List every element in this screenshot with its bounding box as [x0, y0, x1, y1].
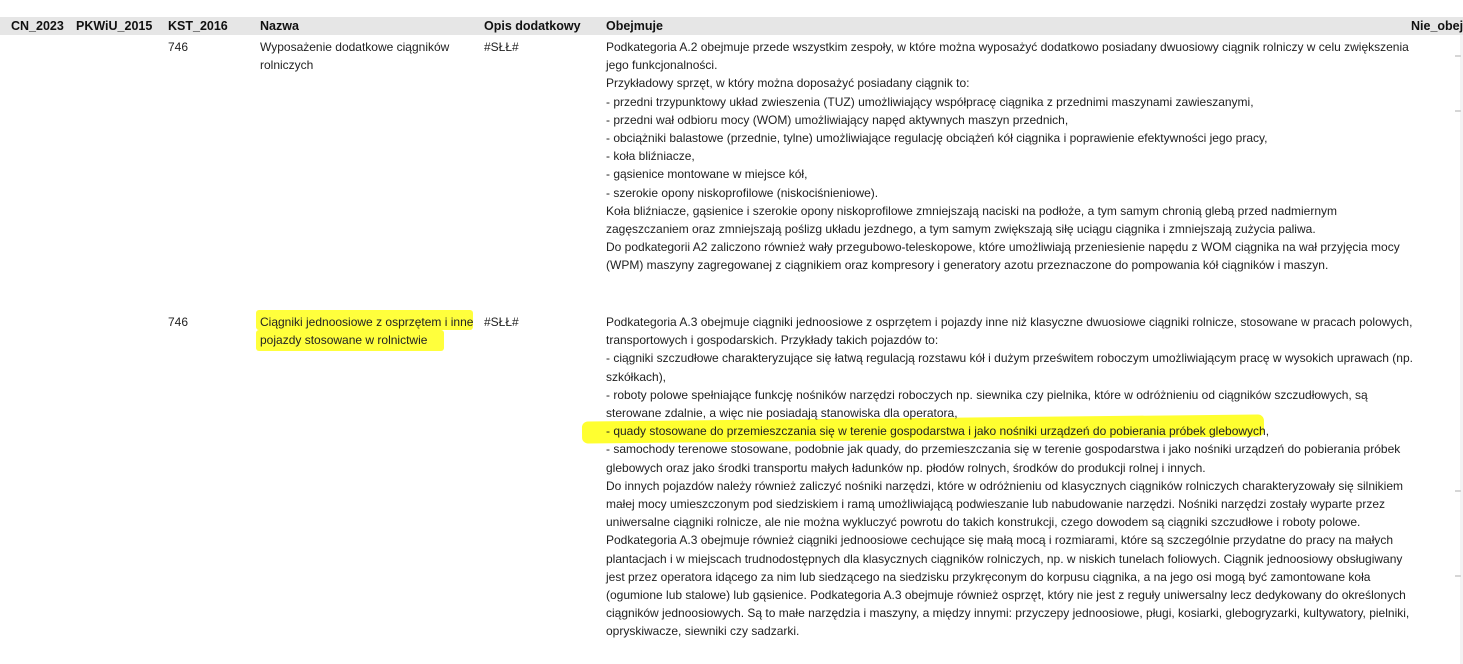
header-kst-2016[interactable]: KST_2016: [168, 19, 228, 33]
obejmuje-line: jest przez operatora idącego za nim lub siedzącego na siedzisku przykręconym do korpusu ciągnika, a na jego osi mogą być zamontowane koła: [606, 569, 1371, 584]
obejmuje-cell[interactable]: [606, 38, 1409, 275]
nazwa-line: Wyposażenie dodatkowe ciągników: [260, 40, 450, 54]
kst-cell[interactable]: 746: [168, 315, 189, 329]
obejmuje-line: Podkategoria A.2 obejmuje przede wszystkim zespoły, w które można wyposażyć dodatkowo posiadany dwuosiowy ciągnik rolniczy w celu zwiększenia: [606, 40, 1409, 54]
obejmuje-line: - roboty polowe spełniające funkcję nośników narzędzi roboczych np. siewnika czy pielnika, które w odróżnieniu od ciągników szczudłowych, są: [606, 387, 1368, 402]
opis-cell[interactable]: #SŁŁ#: [484, 40, 519, 54]
nazwa-line: Ciągniki jednoosiowe z osprzętem i inne: [260, 315, 474, 329]
obejmuje-line: - samochody terenowe stosowane, podobnie jak quady, do przemieszczania się w terenie gospodarstwa i jako nośniki urządzeń do pobierania próbek: [606, 442, 1401, 457]
obejmuje-line: - gąsienice montowane w miejsce kół,: [606, 167, 808, 182]
obejmuje-line: sterowane zdalnie, a więc nie posiadają stanowiska dla operatora,: [606, 406, 958, 421]
obejmuje-line: - przedni trzypunktowy układ zwieszenia (TUZ) umożliwiający współpracę ciągnika z przednimi maszynami zawieszanymi,: [606, 94, 1254, 109]
obejmuje-line: transportowych i gospodarskich. Przykłady takich pojazdów to:: [606, 333, 939, 348]
obejmuje-line: zagęszczaniem oraz zmniejszają poślizg układu jezdnego, a tym samym zwiększają siłę uciągu ciągnika i zmniejszają zużycia paliwa.: [606, 222, 1316, 237]
obejmuje-line: Do innych pojazdów należy również zaliczyć nośniki narzędzi, które w odróżnieniu od klasycznych ciągników rolniczych charakteryzowały się silnikiem: [606, 478, 1404, 493]
header-nazwa[interactable]: Nazwa: [260, 19, 299, 33]
obejmuje-line: opryskiwacze, siewniki czy sadzarki.: [606, 624, 800, 639]
obejmuje-line: - szerokie opony niskoprofilowe (niskociśnieniowe).: [606, 185, 879, 200]
obejmuje-line: - obciążniki balastowe (przednie, tylne) umożliwiające regulację obciążeń kół ciągnika i poprawienie efektywności jego pracy,: [606, 131, 1268, 146]
nazwa-cell[interactable]: [260, 313, 480, 349]
obejmuje-line: Koła bliźniacze, gąsienice i szerokie opony niskoprofilowe zmniejszają naciski na podłoże, a tym samym chronią glebą przed nadmiernym: [606, 203, 1338, 218]
obejmuje-line: szkółkach),: [606, 369, 667, 384]
obejmuje-line: małej mocy umieszczonym pod siedziskiem i ramą umożliwiającą podwieszanie lub nabudowanie narzędzi. Nośniki narzędzi zostały wyparte przez: [606, 497, 1386, 512]
obejmuje-line: - quady stosowane do przemieszczania się w terenie gospodarstwa i jako nośniki urządzeń do pobierania próbek glebowych,: [606, 424, 1270, 439]
obejmuje-line: - ciągniki szczudłowe charakteryzujące się łatwą regulacją rozstawu kół i dużym prześwitem roboczym umożliwiającym pracę w wysokich uprawach (np.: [606, 351, 1413, 366]
edge-tick: [1455, 490, 1461, 492]
obejmuje-line: glebowych oraz jako środki transportu małych ładunków np. płodów rolnych, środków do produkcji rolnej i innych.: [606, 460, 1206, 475]
obejmuje-line: jego funkcjonalności.: [606, 58, 718, 73]
edge-tick: [1455, 55, 1461, 57]
obejmuje-line: plantacjach i w miejscach trudnodostępnych dla klasycznych ciągników rolniczych, np. w niskich tunelach foliowych. Ciągnik jednoosiowy obsługiwany: [606, 551, 1403, 566]
obejmuje-line: uniwersalne ciągniki rolnicze, ale nie można wykluczyć powrotu do takich konstrukcji, czego dowodem są ciągniki szczudłowe i roboty polowe.: [606, 515, 1361, 530]
obejmuje-line: ciągników jednoosiowych. Są to małe narzędzia i maszyny, a między innymi: przyczepy jednoosiowe, pługi, kosiarki, glebogryzarki, kultywatory, pielniki,: [606, 606, 1410, 621]
header-row: [0, 17, 1463, 35]
obejmuje-line: - koła bliźniacze,: [606, 149, 695, 164]
header-cn-2023[interactable]: CN_2023: [11, 19, 64, 33]
nazwa-cell[interactable]: [260, 38, 480, 74]
obejmuje-line: (ogumione lub stalowe) lub gąsienice. Podkategoria A.3 obejmuje również osprzęt, który nie jest z reguły uniwersalny lecz dedykowany do określonych: [606, 588, 1406, 603]
obejmuje-cell[interactable]: [606, 313, 1413, 641]
header-nie-obej[interactable]: Nie_obej: [1411, 19, 1463, 33]
header-opis-dodatkowy[interactable]: Opis dodatkowy: [484, 19, 581, 33]
edge-tick: [1455, 575, 1461, 577]
obejmuje-line: Podkategoria A.3 obejmuje również ciągniki jednoosiowe cechujące się małą mocą i rozmiarami, które są szczególnie przydatne do pracy na małych: [606, 533, 1394, 548]
obejmuje-line: Podkategoria A.3 obejmuje ciągniki jednoosiowe z osprzętem i pojazdy inne niż klasyczne dwuosiowe ciągniki rolnicze, stosowane w pracach polowych,: [606, 315, 1413, 329]
nazwa-line: pojazdy stosowane w rolnictwie: [260, 333, 428, 348]
header-obejmuje[interactable]: Obejmuje: [606, 19, 663, 33]
obejmuje-line: Do podkategorii A2 zaliczono również wały przegubowo-teleskopowe, które umożliwiają przeniesienie napędu z WOM ciągnika na wał przyjęcia mocy: [606, 240, 1400, 255]
obejmuje-line: (WPM) maszyny zagregowanej z ciągnikiem oraz kompresory i generatory azotu przeznaczone do pompowania kół ciągników i maszyn.: [606, 258, 1329, 273]
header-pkwiu-2015[interactable]: PKWiU_2015: [76, 19, 153, 33]
opis-cell[interactable]: #SŁŁ#: [484, 315, 519, 329]
kst-cell[interactable]: 746: [168, 40, 189, 54]
obejmuje-line: - przedni wał odbioru mocy (WOM) umożliwiający napęd aktywnych maszyn przednich,: [606, 112, 1069, 127]
obejmuje-line: Przykładowy sprzęt, w który można doposażyć posiadany ciągnik to:: [606, 76, 970, 91]
nazwa-line: rolniczych: [260, 58, 314, 73]
edge-tick: [1455, 110, 1461, 112]
